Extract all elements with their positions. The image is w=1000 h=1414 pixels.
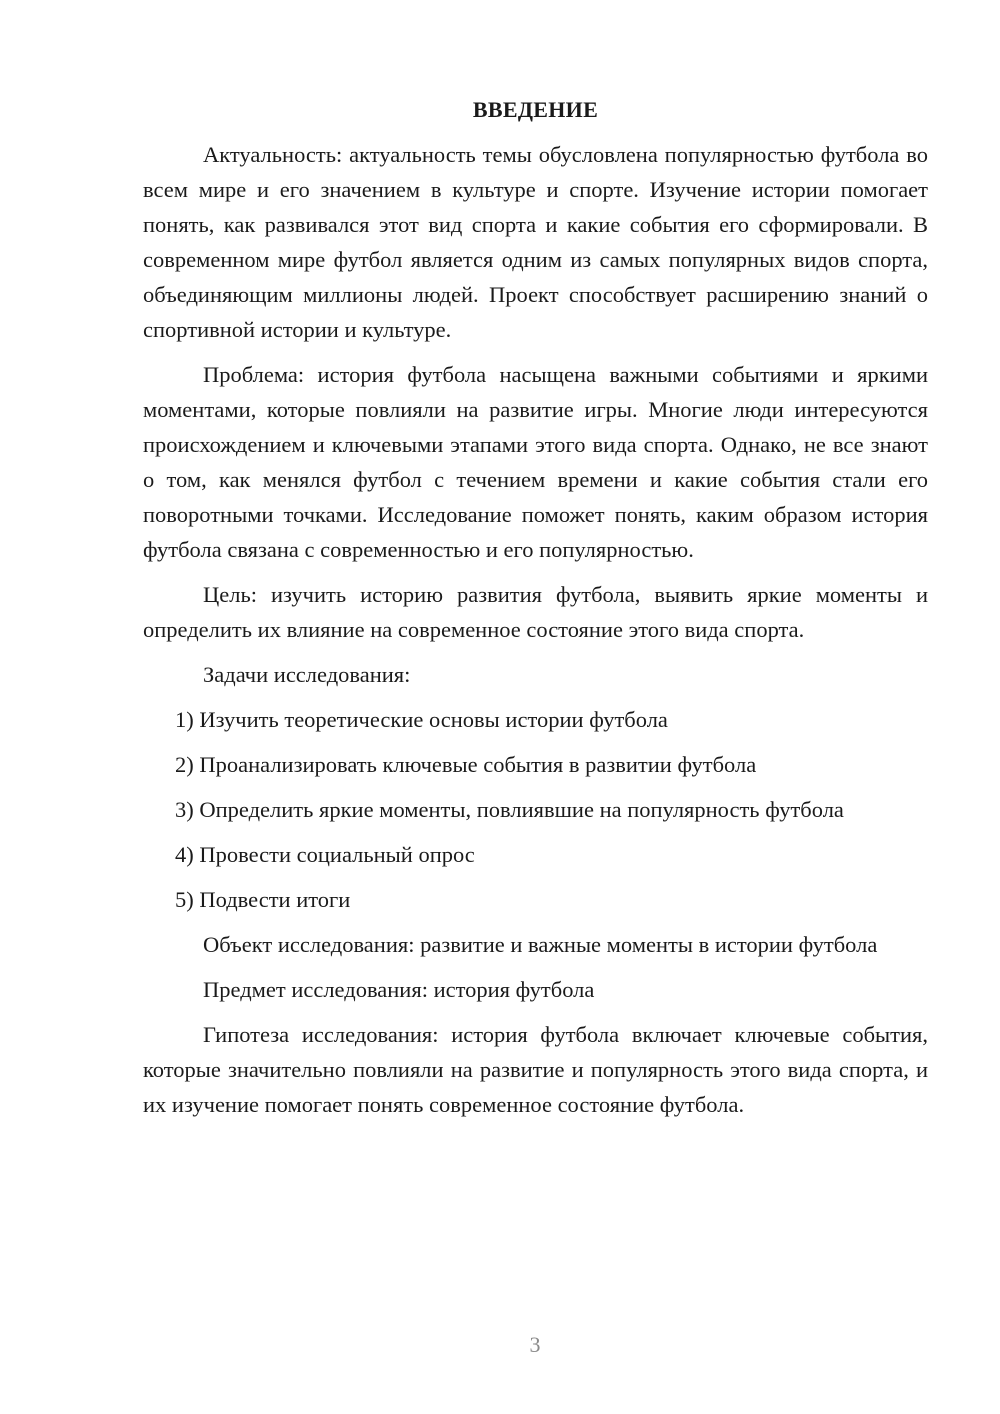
tasks-heading: Задачи исследования: bbox=[203, 662, 411, 687]
page-number: 3 bbox=[529, 1332, 541, 1357]
tasks-list bbox=[143, 702, 928, 917]
relevance-paragraph: Актуальность: актуальность темы обусловлена популярностью футбола во всем мире и его значением в культуре и спорте. Изучение истории помогает понять, как развивался этот вид спорта и какие события его сформировали. В современном мире футбол является одним из самых популярных видов спорта, объединяющим миллионы людей. Проект способствует расширению знаний о спортивной истории и культуре. bbox=[143, 142, 928, 342]
page-content bbox=[143, 92, 928, 1132]
list-item: 5) Подвести итоги bbox=[175, 887, 351, 912]
subject-paragraph: Предмет исследования: история футбола bbox=[203, 977, 595, 1002]
list-item: 1) Изучить теоретические основы истории футбола bbox=[175, 707, 668, 732]
problem-paragraph: Проблема: история футбола насыщена важными событиями и яркими моментами, которые повлияли на развитие игры. Многие люди интересуются происхождением и ключевыми этапами этого вида спорта. Однако, не все знают о том, как менялся футбол с течением времени и какие события стали его поворотными точками. Исследование поможет понять, каким образом история футбола связана с современностью и его популярностью. bbox=[143, 362, 928, 562]
page-title: ВВЕДЕНИЕ bbox=[472, 97, 599, 122]
list-item: 2) Проанализировать ключевые события в развитии футбола bbox=[175, 752, 757, 777]
list-item: 3) Определить яркие моменты, повлиявшие на популярность футбола bbox=[175, 797, 844, 822]
object-paragraph: Объект исследования: развитие и важные моменты в истории футбола bbox=[203, 932, 878, 957]
list-item: 4) Провести социальный опрос bbox=[175, 842, 475, 867]
hypothesis-paragraph: Гипотеза исследования: история футбола включает ключевые события, которые значительно повлияли на развитие и популярность этого вида спорта, и их изучение помогает понять современное состояние футбола. bbox=[143, 1022, 928, 1117]
goal-paragraph: Цель: изучить историю развития футбола, выявить яркие моменты и определить их влияние на современное состояние этого вида спорта. bbox=[143, 582, 928, 642]
